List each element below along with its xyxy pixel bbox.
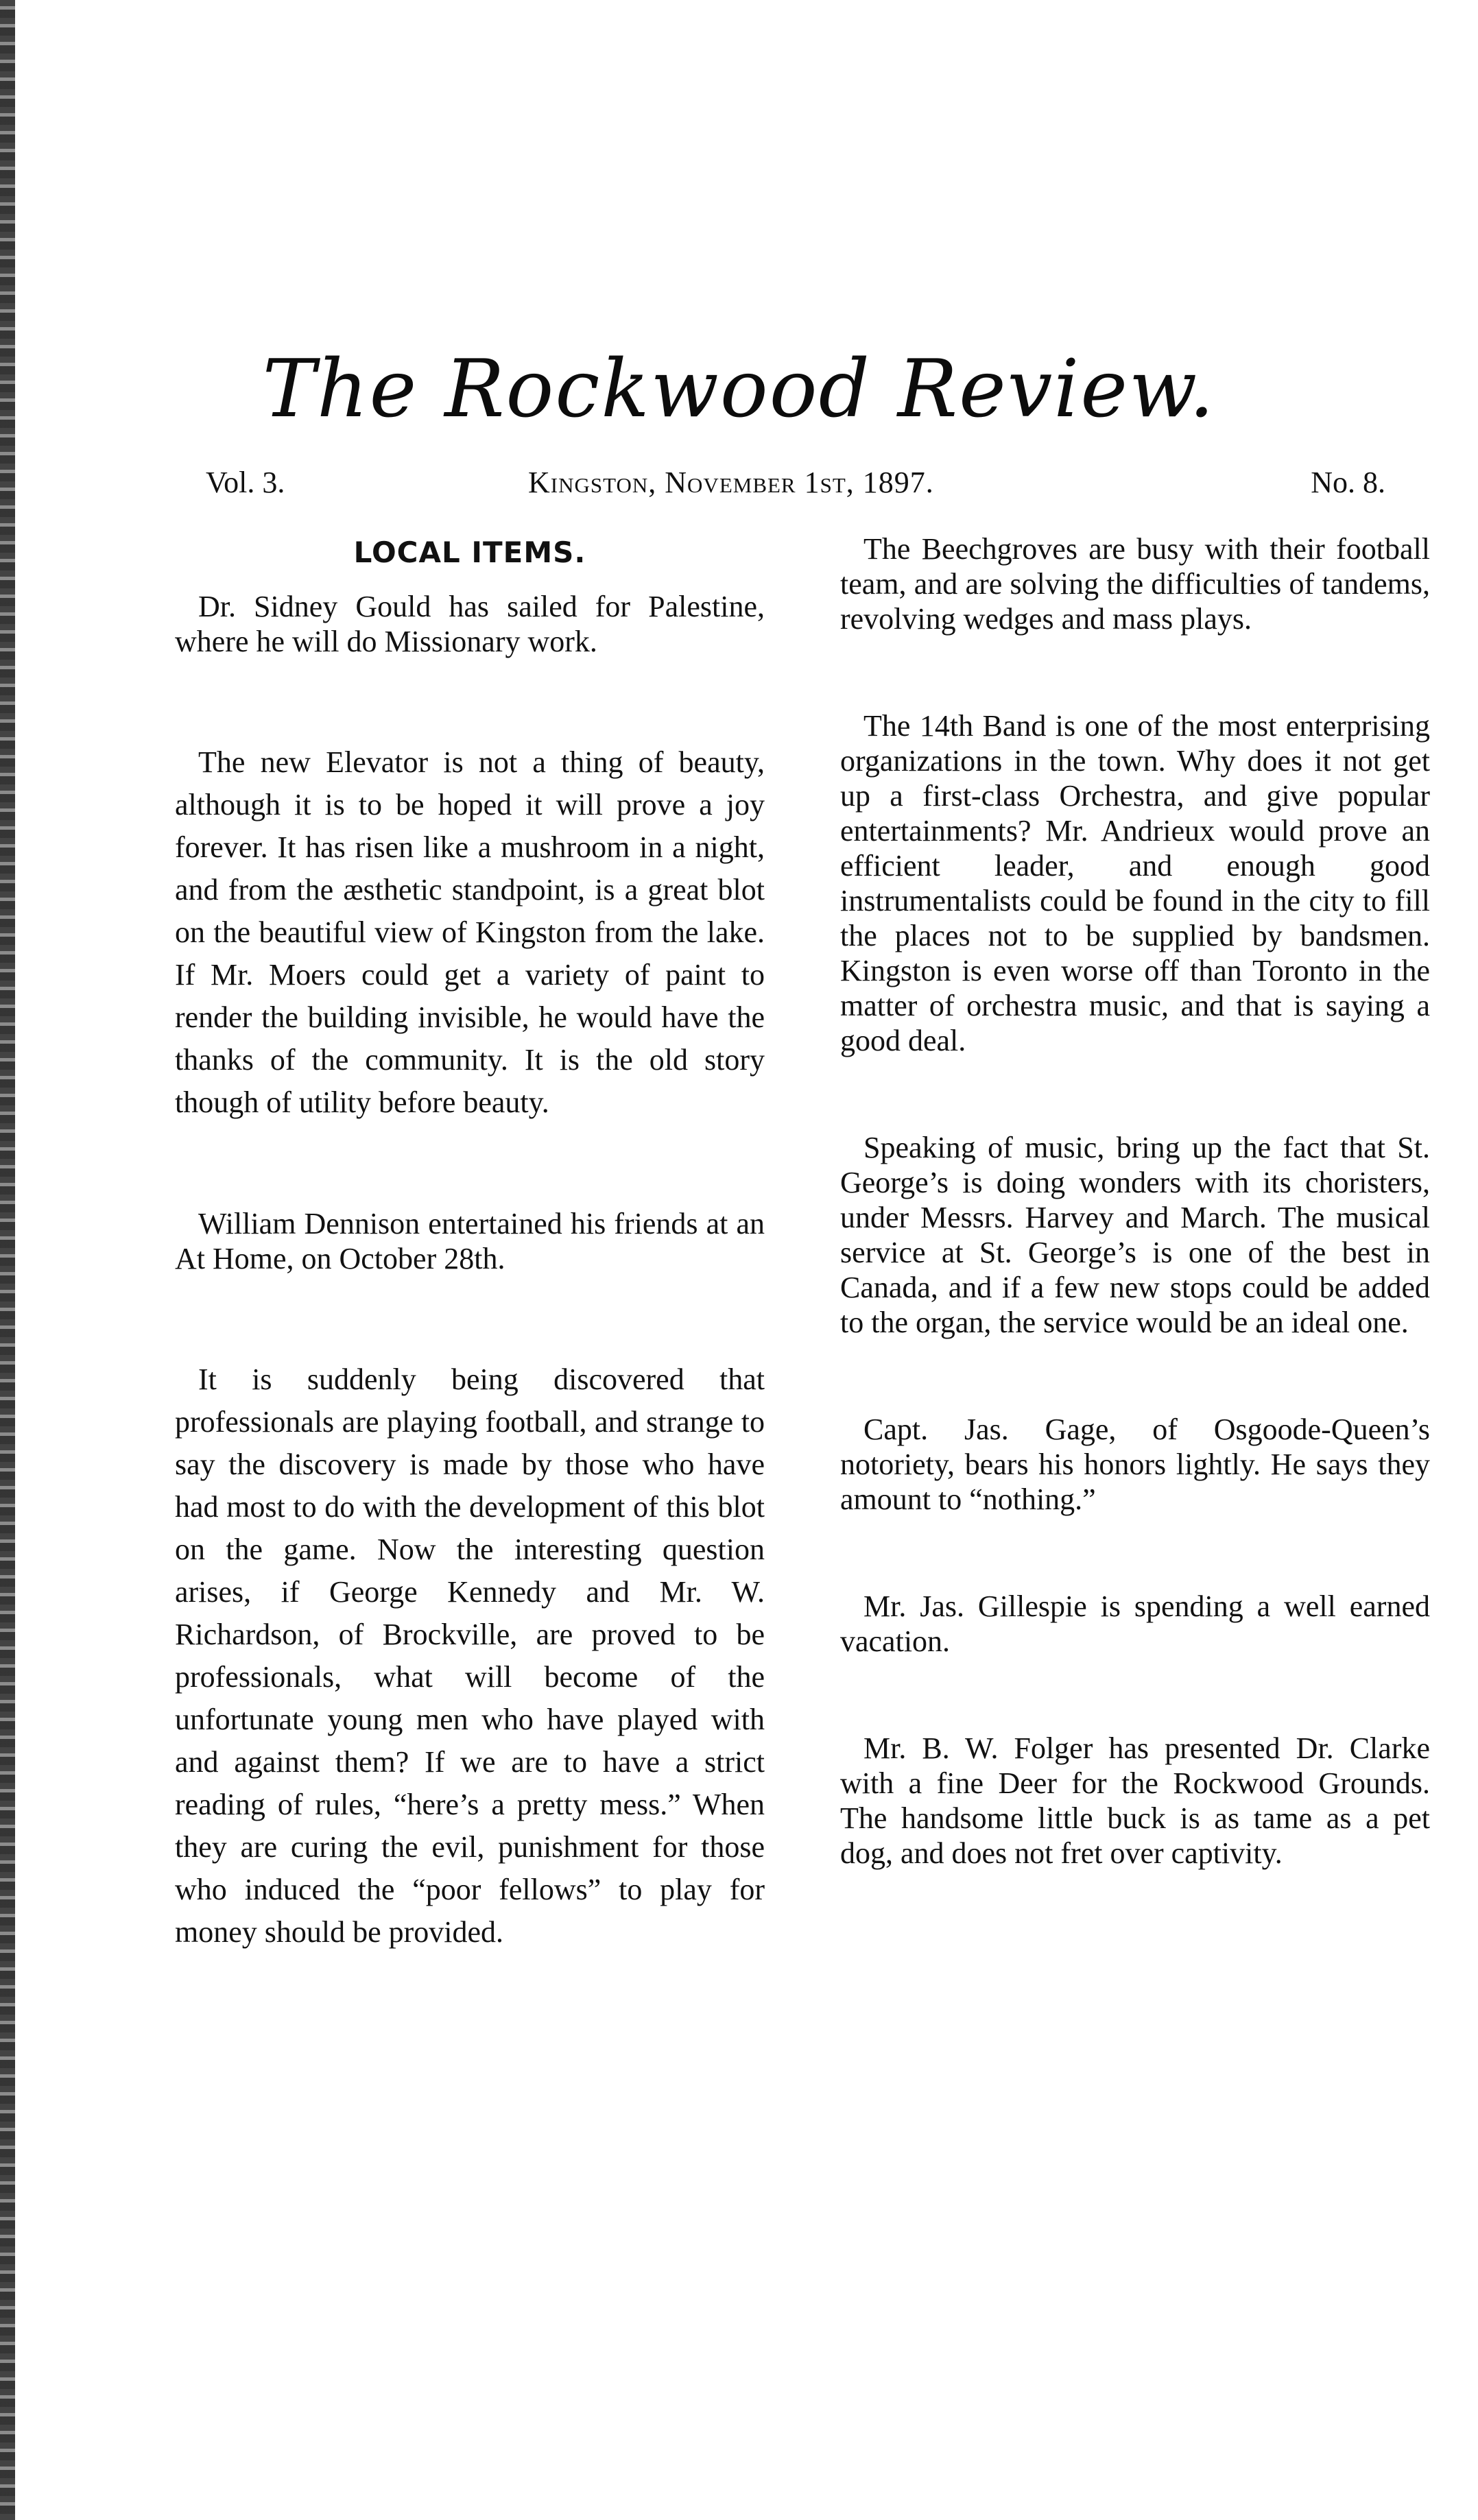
- masthead-title: The Rockwood Review.: [262, 343, 1216, 435]
- news-item: The 14th Band is one of the most enterprising organizations in the town. Why does it not get up a first-class Orchestra, and give popular entertainments? Mr. Andrieux would prove an efficient leader, and enough good instrumentalists could be found in the city to fill the places not to be supplied by bandsmen. Kingston is even worse off than Toronto in the matter of orchestra music, and that is saying a good deal.: [840, 709, 1430, 1057]
- volume-label: Vol. 3.: [206, 466, 285, 499]
- place-date: Kingston, November 1st, 1897.: [528, 466, 934, 499]
- news-item: Dr. Sidney Gould has sailed for Palestine, where he will do Missionary work.: [175, 590, 765, 658]
- news-item: Mr. Jas. Gillespie is spending a well earned vacation.: [840, 1589, 1430, 1658]
- issue-number: No. 8.: [1311, 466, 1385, 499]
- dateline: [206, 465, 1385, 506]
- right-column: [840, 531, 1430, 1871]
- section-heading: LOCAL ITEMS.: [353, 536, 586, 569]
- news-item: Mr. B. W. Folger has presented Dr. Clarke with a fine Deer for the Rockwood Grounds. The handsome little buck is as tame as a pet dog, and does not fret over captivity.: [840, 1731, 1430, 1870]
- news-item: Capt. Jas. Gage, of Osgoode-Queen’s notoriety, bears his honors lightly. He says they amount to “nothing.”: [840, 1413, 1430, 1516]
- news-item: The Beechgroves are busy with their football team, and are solving the difficulties of tandems, revolving wedges and mass plays.: [840, 532, 1430, 636]
- left-column: [175, 528, 765, 2056]
- news-item: The new Elevator is not a thing of beauty, although it is to be hoped it will prove a joy forever. It has risen like a mushroom in a night, and from the æsthetic standpoint, is a great blot on the beautiful view of Kingston from the lake. If Mr. Moers could get a variety of paint to render the building invisible, he would have the thanks of the community. It is the old story though of utility before beauty.: [175, 745, 765, 1119]
- news-item: It is suddenly being discovered that professionals are playing football, and strange to say the discovery is made by those who have had most to do with the development of this blot on the game. Now the interesting question arises, if George Kennedy and Mr. W. Richardson, of Brockville, are proved to be professionals, what will become of the unfortunate young men who have played with and against them? If we are to have a strict reading of rules, “here’s a pretty mess.” When they are curing the evil, punishment for those who induced the “poor fellows” to play for money should be provided.: [175, 1363, 765, 1949]
- news-item: Speaking of music, bring up the fact that St. George’s is doing wonders with its choristers, under Messrs. Harvey and March. The musical service at St. George’s is one of the best in Canada, and if a few new stops could be added to the organ, the service would be an ideal one.: [840, 1131, 1430, 1339]
- news-item: William Dennison entertained his friends at an At Home, on October 28th.: [175, 1207, 765, 1275]
